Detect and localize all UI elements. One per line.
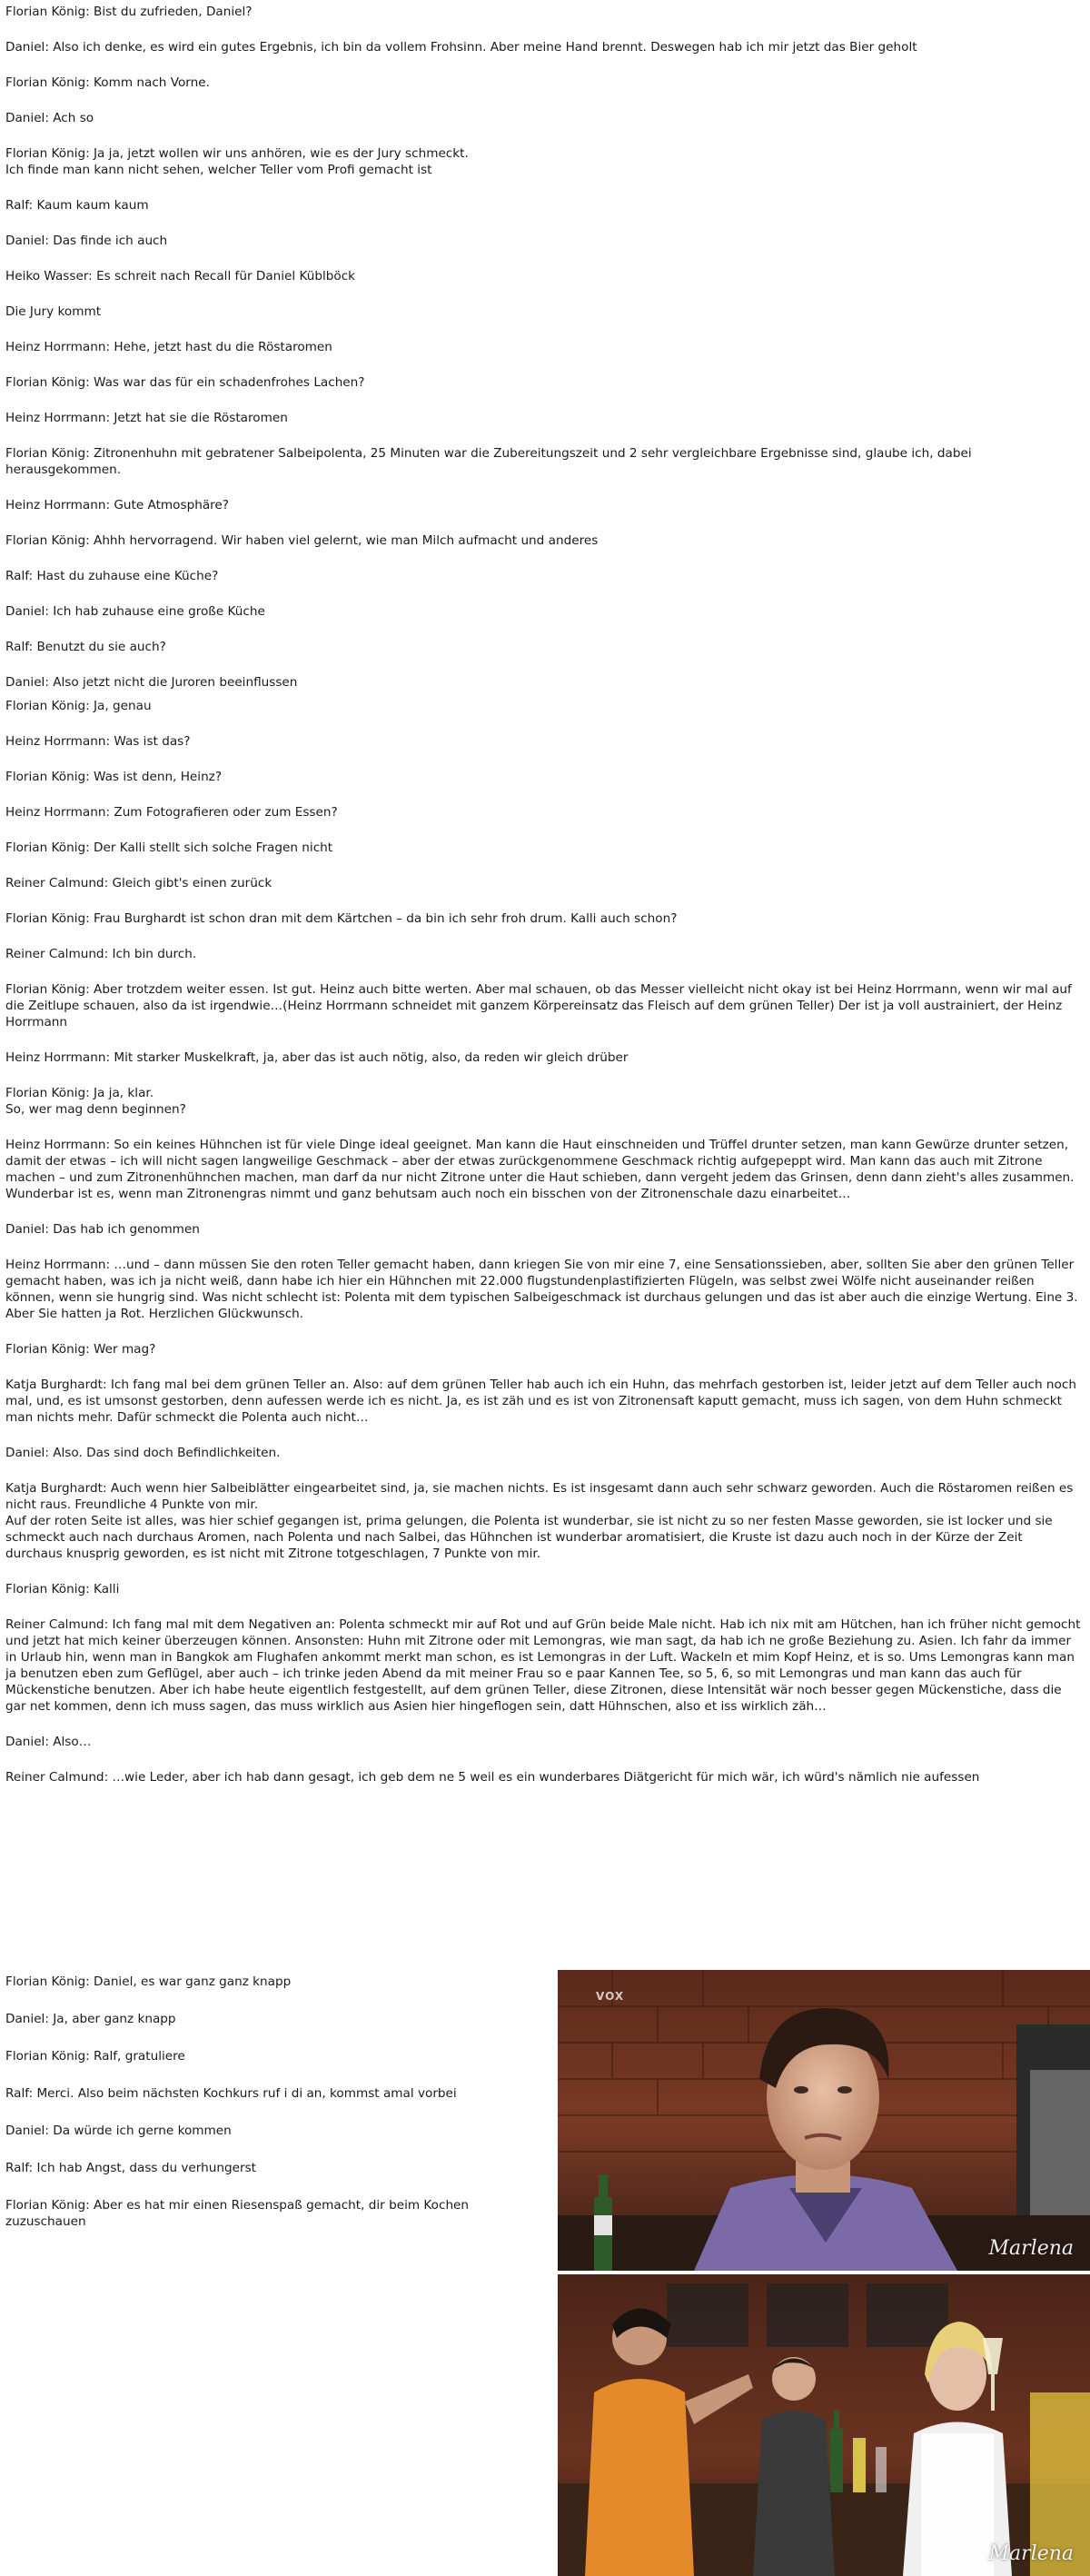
transcript-line: Florian König: Ahhh hervorragend. Wir haben viel gelernt, wie man Milch aufmacht und anderes (5, 533, 599, 548)
transcript-line: Heinz Horrmann: Zum Fotografieren oder zum Essen? (5, 805, 338, 820)
transcript-line: Florian König: Ja ja, klar. So, wer mag denn beginnen? (5, 1086, 186, 1117)
side-transcript-line: Daniel: Da würde ich gerne kommen (5, 2123, 232, 2138)
transcript-line: Daniel: Also… (5, 1735, 92, 1749)
transcript-line: Florian König: Der Kalli stellt sich solche Fragen nicht (5, 840, 333, 855)
transcript-line: Ralf: Benutzt du sie auch? (5, 640, 166, 654)
tv-still-jury (558, 2274, 1090, 2576)
watermark-signature: Marlena (988, 2542, 1074, 2565)
transcript-line: Die Jury kommt (5, 304, 102, 319)
side-transcript-line: Ralf: Ich hab Angst, dass du verhungerst (5, 2161, 256, 2175)
transcript-line: Daniel: Das hab ich genommen (5, 1222, 200, 1237)
transcript-line: Reiner Calmund: Ich bin durch. (5, 947, 197, 961)
transcript-line: Reiner Calmund: …wie Leder, aber ich hab dann gesagt, ich geb dem ne 5 weil es ein wunderbares Diätgericht für mich wär, ich würd's nämlich nie aufessen (5, 1770, 980, 1785)
side-transcript-line: Florian König: Aber es hat mir einen Riesenspaß gemacht, dir beim Kochen zuzuschauen (5, 2198, 470, 2229)
transcript-line: Florian König: Ja, genau (5, 699, 152, 713)
transcript-line: Heinz Horrmann: Mit starker Muskelkraft, ja, aber das ist auch nötig, also, da reden wir gleich drüber (5, 1050, 629, 1065)
transcript-line: Heinz Horrmann: …und – dann müssen Sie den roten Teller gemacht haben, dann kriegen Sie von mir eine 7, eine Sensationssieben, aber, sollten Sie aber den grünen Teller gemacht haben, was ich ja nicht weiß, dann habe ich hier ein Hühnchen mit 22.000 flugstundenplastifizierten Flügeln, was selbst zwei Wölfe nicht auseinander reißen können, wenn sie hungrig sind. Was nicht schlecht ist: Polenta mit dem typischen Salbeigeschmack ist durchaus gelungen und das ist aber auch die einzige Wertung. Eine 3. Aber Sie hatten ja Rot. Herzlichen Glückwunsch. (5, 1258, 1078, 1321)
transcript-line: Daniel: Also jetzt nicht die Juroren beeinflussen (5, 675, 298, 690)
channel-logo: VOX (596, 1990, 625, 2003)
transcript-line: Katja Burghardt: Auch wenn hier Salbeiblätter eingearbeitet sind, ja, sie machen nichts. Es ist insgesamt dann auch sehr schwarz geworden. Auch die Röstaromen reißen es nicht raus. Freundliche 4 Punkte von mir. Auf der roten Seite ist alles, was hier schief gegangen ist, prima gelungen, die Polenta ist wunderbar, sie ist nicht zu so ner festen Masse geworden, sie ist locker und sie schmeckt auch nach durchaus Aromen, nach Polenta und nach Salbei, das Hühnchen ist wunderbar aromatisiert, die Kruste ist dazu auch noch in der Kürze der Zeit durchaus knusprig geworden, es ist nicht mit Zitrone totgeschlagen, 7 Punkte von mir. (5, 1481, 1074, 1561)
transcript-line: Daniel: Ich hab zuhause eine große Küche (5, 604, 265, 619)
transcript-line: Heinz Horrmann: Gute Atmosphäre? (5, 498, 230, 512)
transcript-line: Florian König: Kalli (5, 1582, 120, 1596)
transcript-line: Florian König: Komm nach Vorne. (5, 75, 210, 90)
transcript-line: Reiner Calmund: Ich fang mal mit dem Negativen an: Polenta schmeckt mir auf Rot und auf Grün beide Male nicht. Hab ich nix mit am Hütchen, han ich früher nicht gemocht und jetzt hat mich keiner überzeugen können. Ansonsten: Huhn mit Zitrone oder mit Lemongras, wie man sagt, da hab ich ne große Beziehung zu. Asien. Ich fahr da immer in Urlaub hin, wenn man in Bangkok am Flughafen ankommt merkt man schon, es ist Lemongras in der Luft. Wackeln et mim Kopf Heinz, et is so. Ums Lemongras kann man ja benutzen eben zum Geflügel, aber auch – ich trinke jeden Abend da mit meiner Frau so e paar Kannen Tee, so 5, 6, so mit Lemongras und man kann das auch für Mückenstiche benutzen. Aber ich habe heute eigentlich festgestellt, auf dem grünen Teller, diese Zitronen, diese Intensität wär noch besser gegen Mückenstiche, dass die gar net kommen, denn ich muss sagen, das muss wirklich aus Asien hier hingeflogen sein, datt Hühnschen, also et iss wirklich zäh… (5, 1617, 1081, 1714)
transcript-line: Florian König: Zitronenhuhn mit gebratener Salbeipolenta, 25 Minuten war die Zubereitungszeit und 2 sehr vergleichbare Ergebnisse sind, glaube ich, dabei herausgekommen. (5, 446, 972, 477)
side-transcript-line: Florian König: Daniel, es war ganz ganz knapp (5, 1974, 292, 1989)
tv-still-daniel (558, 1970, 1090, 2271)
transcript-line: Florian König: Bist du zufrieden, Daniel? (5, 5, 253, 19)
side-transcript-line: Florian König: Ralf, gratuliere (5, 2049, 185, 2064)
side-transcript-line: Ralf: Merci. Also beim nächsten Kochkurs ruf i di an, kommst amal vorbei (5, 2086, 457, 2101)
transcript-line: Daniel: Ach so (5, 111, 94, 125)
transcript-line: Heinz Horrmann: Jetzt hat sie die Röstaromen (5, 411, 288, 425)
tv-still-daniel-image (558, 1970, 1090, 2271)
transcript-line: Florian König: Wer mag? (5, 1342, 156, 1357)
transcript-line: Daniel: Also ich denke, es wird ein gutes Ergebnis, ich bin da vollem Frohsinn. Aber meine Hand brennt. Deswegen hab ich mir jetzt das Bier geholt (5, 40, 917, 55)
transcript-line: Heiko Wasser: Es schreit nach Recall für Daniel Küblböck (5, 269, 356, 283)
transcript-line: Florian König: Was ist denn, Heinz? (5, 770, 223, 784)
transcript-line: Florian König: Frau Burghardt ist schon dran mit dem Kärtchen – da bin ich sehr froh drum. Kalli auch schon? (5, 911, 678, 926)
side-transcript (5, 1974, 541, 2251)
transcript-line: Florian König: Ja ja, jetzt wollen wir uns anhören, wie es der Jury schmeckt. Ich finde man kann nicht sehen, welcher Teller vom Profi gemacht ist (5, 146, 469, 177)
side-transcript-line: Daniel: Ja, aber ganz knapp (5, 2012, 176, 2026)
transcript-line: Katja Burghardt: Ich fang mal bei dem grünen Teller an. Also: auf dem grünen Teller hab auch ich ein Huhn, das mehrfach gestorben ist, leider jetzt auf dem Teller auch noch mal, und, es ist umsonst gestorben, denn aufessen werde ich es nicht. Ja, es ist zäh und es ist von Zitronensaft kaputt gemacht, muss ich sagen, von dem Huhn schmeckt man nichts mehr. Dafür schmeckt die Polenta auch nicht… (5, 1378, 1076, 1425)
transcript-line: Florian König: Was war das für ein schadenfrohes Lachen? (5, 375, 365, 390)
transcript-line: Heinz Horrmann: Hehe, jetzt hast du die Röstaromen (5, 340, 332, 354)
transcript-line: Daniel: Also. Das sind doch Befindlichkeiten. (5, 1446, 281, 1460)
watermark-signature: Marlena (988, 2237, 1074, 2260)
tv-still-jury-image (558, 2274, 1090, 2576)
transcript-line: Ralf: Hast du zuhause eine Küche? (5, 569, 219, 583)
transcript-line: Heinz Horrmann: So ein keines Hühnchen ist für viele Dinge ideal geeignet. Man kann die Haut einschneiden und Trüffel drunter setzen, man kann Gewürze drunter setzen, damit der etwas – ich will nicht sagen langweilige Geschmack – aber der etwas zurückgenommene Geschmack richtig aufgepeppt wird. Man kann das auch mit Zitrone machen – und zum Zitronenhühnchen machen, man darf da nur nicht Zitrone unter die Haut schieben, dann vergeht jedem das Grinsen, denn dann zieht's alles zusammen. Wunderbar ist es, wenn man Zitronengras nimmt und ganz behutsam auch noch ein bisschen von der Zitronenschale dazu einarbeitet… (5, 1138, 1075, 1201)
transcript-line: Florian König: Aber trotzdem weiter essen. Ist gut. Heinz auch bitte werten. Aber mal schauen, ob das Messer vielleicht nicht okay ist bei Heinz Horrmann, wenn wir mal auf die Zeitlupe schauen, also da ist irgendwie…(Heinz Horrmann schneidet mit ganzem Körpereinsatz das Fleisch auf dem grünen Teller) Der ist ja voll austrainiert, der Heinz Horrmann (5, 982, 1072, 1029)
transcript-line: Reiner Calmund: Gleich gibt's einen zurück (5, 876, 272, 890)
transcript-line: Ralf: Kaum kaum kaum (5, 198, 149, 213)
transcript-line: Daniel: Das finde ich auch (5, 234, 168, 248)
transcript (5, 4, 1083, 1805)
transcript-line: Heinz Horrmann: Was ist das? (5, 734, 191, 749)
